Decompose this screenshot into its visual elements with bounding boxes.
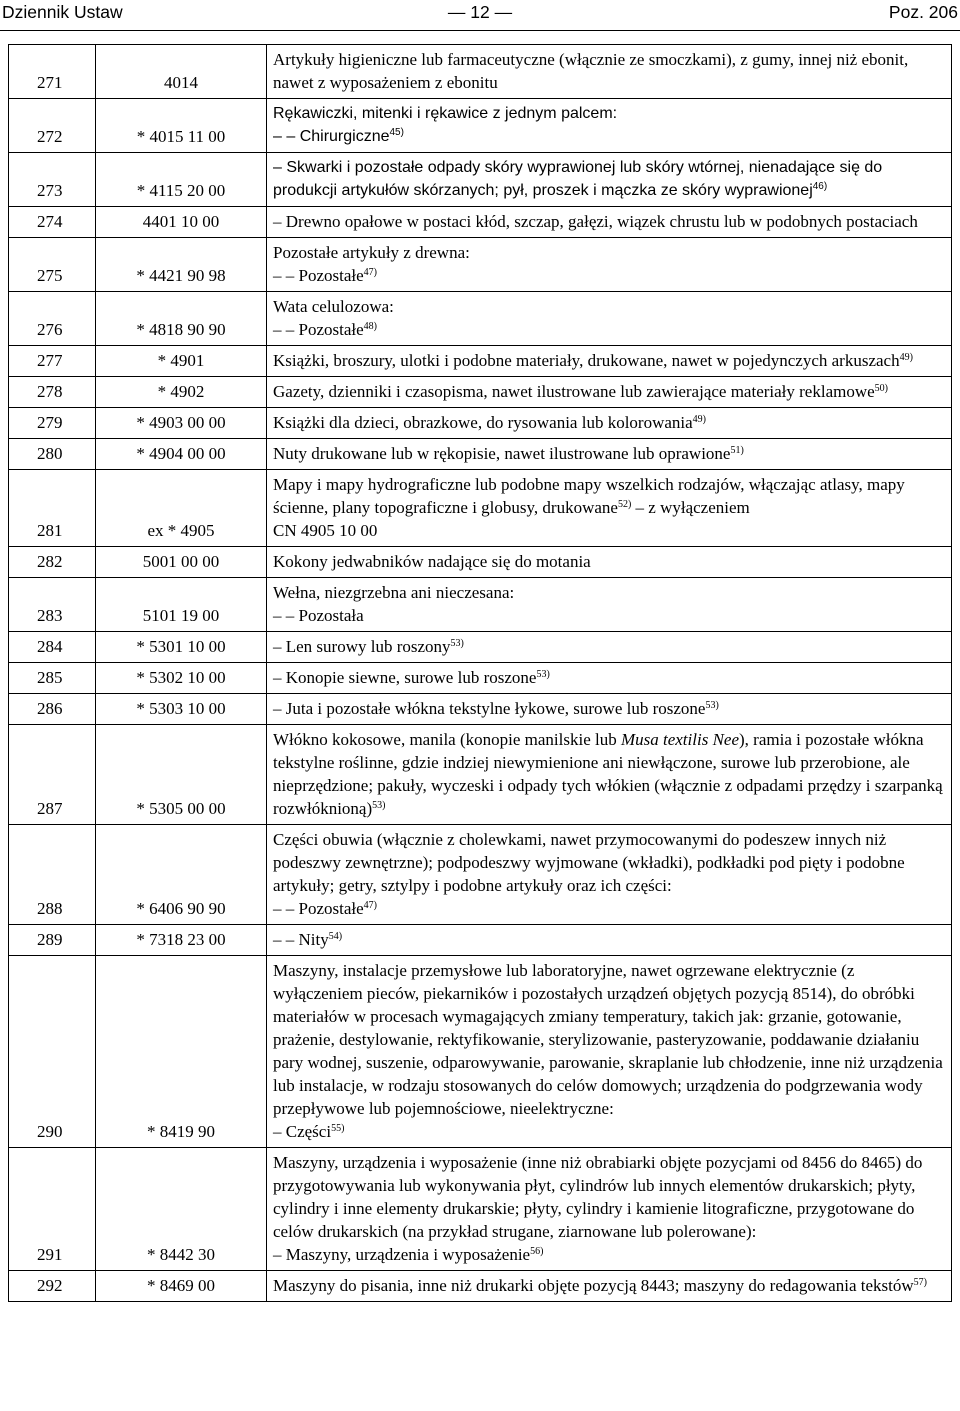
cn-code: * 4903 00 00 xyxy=(96,408,267,439)
footnote-ref: 51) xyxy=(730,445,744,456)
description-text: – Maszyny, urządzenia i wyposażenie xyxy=(273,1245,531,1264)
footnote-ref: 53) xyxy=(705,700,719,711)
cn-code: * 4818 90 90 xyxy=(96,292,267,346)
description-line xyxy=(273,411,945,434)
goods-description xyxy=(267,207,952,238)
footnote-ref: 52) xyxy=(617,499,632,510)
description-text: Wełna, niezgrzebna ani nieczesana: xyxy=(273,583,515,602)
description-line xyxy=(273,156,945,202)
row-number: 274 xyxy=(9,207,96,238)
table-row xyxy=(9,346,952,377)
table-row xyxy=(9,578,952,632)
goods-description xyxy=(267,99,952,153)
row-number: 277 xyxy=(9,346,96,377)
row-number: 279 xyxy=(9,408,96,439)
goods-description xyxy=(267,408,952,439)
footnote-ref: 53) xyxy=(450,638,464,649)
footnote-ref: 53) xyxy=(536,669,550,680)
description-line xyxy=(273,1243,945,1266)
description-line xyxy=(273,897,945,920)
description-text: CN 4905 10 00 xyxy=(273,521,378,540)
row-number: 289 xyxy=(9,925,96,956)
table-row xyxy=(9,45,952,99)
cn-code: 5101 19 00 xyxy=(96,578,267,632)
table-row xyxy=(9,1148,952,1271)
footnote-ref: 47) xyxy=(363,900,377,911)
table-row xyxy=(9,439,952,470)
description-text: Gazety, dzienniki i czasopisma, nawet ilustrowane lub zawierające materiały reklamowe xyxy=(273,382,875,401)
cn-code: * 4904 00 00 xyxy=(96,439,267,470)
description-text: Pozostałe artykuły z drewna: xyxy=(273,243,470,262)
goods-description xyxy=(267,825,952,925)
cn-code: * 7318 23 00 xyxy=(96,925,267,956)
description-text: Rękawiczki, mitenki i rękawice z jednym palcem: xyxy=(273,105,618,122)
goods-description xyxy=(267,346,952,377)
row-number: 278 xyxy=(9,377,96,408)
goods-description xyxy=(267,1271,952,1302)
cn-code: * 4901 xyxy=(96,346,267,377)
description-text: Kokony jedwabników nadające się do motania xyxy=(273,552,591,571)
description-line xyxy=(273,295,945,318)
table-row xyxy=(9,663,952,694)
item-number: Poz. 206 xyxy=(888,2,958,22)
description-text: – – Chirurgiczne xyxy=(273,128,390,145)
description-line xyxy=(273,349,945,372)
description-text: Książki, broszury, ulotki i podobne materiały, drukowane, nawet w pojedynczych arkuszach xyxy=(273,351,900,370)
description-text: ), ramia i pozostałe włókna tekstylne roślinne, gdzie indziej niewymienione ani niewłączone, surowe lub przerobione, ale nieprzędzione; pakuły, wyczeski i odpady tych włókien (włącznie z odpadami przędzy i szarpanką rozwłóknioną) xyxy=(273,730,943,818)
row-number: 273 xyxy=(9,153,96,207)
description-line xyxy=(273,550,945,573)
row-number: 272 xyxy=(9,99,96,153)
description-line xyxy=(273,48,945,94)
cn-code: 4401 10 00 xyxy=(96,207,267,238)
description-text: – Skwarki i pozostałe odpady skóry wyprawionej lub skóry wtórnej, nienadające się do produkcji artykułów skórzanych; pył, proszek i mączka ze skóry wyprawionej xyxy=(273,159,883,199)
description-line xyxy=(273,318,945,341)
italic-text: Musa textilis Nee xyxy=(620,730,739,749)
goods-description xyxy=(267,725,952,825)
table-row xyxy=(9,1271,952,1302)
page-header xyxy=(0,0,960,31)
row-number: 284 xyxy=(9,632,96,663)
description-text: Artykuły higieniczne lub farmaceutyczne (włącznie ze smoczkami), z gumy, innej niż ebonit, nawet z wyposażeniem z ebonitu xyxy=(273,50,909,92)
description-text: – Konopie siewne, surowe lub roszone xyxy=(273,668,537,687)
cn-code: * 4115 20 00 xyxy=(96,153,267,207)
footnote-ref: 49) xyxy=(692,414,707,425)
table-row xyxy=(9,725,952,825)
footnote-ref: 50) xyxy=(874,383,889,394)
row-number: 286 xyxy=(9,694,96,725)
footnote-ref: 48) xyxy=(363,321,377,332)
description-line xyxy=(273,828,945,897)
description-line xyxy=(273,125,945,148)
table-row xyxy=(9,238,952,292)
row-number: 292 xyxy=(9,1271,96,1302)
row-number: 282 xyxy=(9,547,96,578)
row-number: 291 xyxy=(9,1148,96,1271)
table-row xyxy=(9,825,952,925)
cn-code: 4014 xyxy=(96,45,267,99)
description-text: – – Pozostała xyxy=(273,606,364,625)
description-text: Nuty drukowane lub w rękopisie, nawet ilustrowane lub oprawione xyxy=(273,444,731,463)
description-text: Włókno kokosowe, manila (konopie manilskie lub xyxy=(273,730,621,749)
description-text: Książki dla dzieci, obrazkowe, do rysowania lub kolorowania xyxy=(273,413,693,432)
footnote-ref: 56) xyxy=(530,1246,544,1257)
table-row xyxy=(9,547,952,578)
row-number: 275 xyxy=(9,238,96,292)
table-row xyxy=(9,377,952,408)
cn-code: * 4015 11 00 xyxy=(96,99,267,153)
cn-code: 5001 00 00 xyxy=(96,547,267,578)
row-number: 287 xyxy=(9,725,96,825)
description-text: Maszyny do pisania, inne niż drukarki objęte pozycją 8443; maszyny do redagowania tekstów xyxy=(273,1276,914,1295)
description-text: Maszyny, instalacje przemysłowe lub laboratoryjne, nawet ogrzewane elektrycznie (z wyłączeniem pieców, piekarników i pozostałych urządzeń objętych pozycją 8514), do obróbki materiałów w procesach wymagających zmiany temperatury, takich jak: grzanie, gotowanie, prażenie, destylowanie, rektyfikowanie, sterylizowanie, pasteryzowanie, poddawanie działaniu pary wodnej, suszenie, odparowywanie, parowanie, skraplanie lub chłodzenie, inne niż urządzenia lub instalacje, w rodzaju stosowanych do celów domowych; urządzenia do podgrzewania wody przepływowe lub pojemnościowe, nieelektryczne: xyxy=(273,961,943,1118)
goods-description xyxy=(267,663,952,694)
footnote-ref: 49) xyxy=(899,352,913,363)
goods-table xyxy=(8,44,952,1302)
row-number: 285 xyxy=(9,663,96,694)
description-text: – z wyłączeniem xyxy=(631,498,750,517)
row-number: 276 xyxy=(9,292,96,346)
goods-description xyxy=(267,547,952,578)
description-text: – Drewno opałowe w postaci kłód, szczap, gałęzi, wiązek chrustu lub w podobnych postaciach xyxy=(273,212,918,231)
table-row xyxy=(9,694,952,725)
table-row xyxy=(9,153,952,207)
table-row xyxy=(9,632,952,663)
goods-description xyxy=(267,45,952,99)
description-line xyxy=(273,241,945,264)
cn-code: * 8419 90 xyxy=(96,956,267,1148)
description-text: – – Pozostałe xyxy=(273,899,364,918)
row-number: 290 xyxy=(9,956,96,1148)
description-line xyxy=(273,1120,945,1143)
description-line xyxy=(273,1274,945,1297)
description-line xyxy=(273,1151,945,1243)
table-row xyxy=(9,99,952,153)
footnote-ref: 47) xyxy=(363,267,377,278)
goods-description xyxy=(267,925,952,956)
cn-code: * 5305 00 00 xyxy=(96,725,267,825)
description-line xyxy=(273,635,945,658)
description-line xyxy=(273,728,945,820)
goods-description xyxy=(267,632,952,663)
footnote-ref: 54) xyxy=(328,931,343,942)
description-line xyxy=(273,666,945,689)
description-line xyxy=(273,959,945,1120)
row-number: 281 xyxy=(9,470,96,547)
journal-title: Dziennik Ustaw xyxy=(2,2,123,22)
footnote-ref: 46) xyxy=(812,181,828,192)
row-number: 280 xyxy=(9,439,96,470)
description-text: – – Nity xyxy=(273,930,329,949)
goods-description xyxy=(267,1148,952,1271)
table-row xyxy=(9,470,952,547)
description-text: – Juta i pozostałe włókna tekstylne łykowe, surowe lub roszone xyxy=(273,699,706,718)
description-text: Wata celulozowa: xyxy=(273,297,394,316)
description-text: – Len surowy lub roszony xyxy=(273,637,451,656)
table-row xyxy=(9,408,952,439)
goods-description xyxy=(267,377,952,408)
cn-code: * 5303 10 00 xyxy=(96,694,267,725)
goods-description xyxy=(267,439,952,470)
description-line xyxy=(273,928,945,951)
description-line xyxy=(273,519,945,542)
goods-description xyxy=(267,578,952,632)
cn-code: * 5302 10 00 xyxy=(96,663,267,694)
table-row xyxy=(9,207,952,238)
goods-description xyxy=(267,694,952,725)
description-line xyxy=(273,264,945,287)
cn-code: * 5301 10 00 xyxy=(96,632,267,663)
description-line xyxy=(273,697,945,720)
cn-code: ex * 4905 xyxy=(96,470,267,547)
footnote-ref: 45) xyxy=(389,127,404,138)
table-row xyxy=(9,956,952,1148)
description-text: – Części xyxy=(273,1122,332,1141)
description-line xyxy=(273,473,945,519)
row-number: 283 xyxy=(9,578,96,632)
description-text: Części obuwia (włącznie z cholewkami, nawet przymocowanymi do podeszew innych niż podeszwy zewnętrzne); podpodeszwy wyjmowane (wkładki), podkładki pod pięty i podobne artykuły; getry, sztylpy i podobne artykuły oraz ich części: xyxy=(273,830,905,895)
description-line xyxy=(273,380,945,403)
goods-description xyxy=(267,292,952,346)
description-line xyxy=(273,102,945,125)
description-text: Mapy i mapy hydrograficzne lub podobne mapy wszelkich rodzajów, włączając atlasy, mapy ścienne, plany topograficzne i globusy, drukowane xyxy=(273,475,905,517)
description-text: – – Pozostałe xyxy=(273,320,364,339)
description-line xyxy=(273,581,945,604)
cn-code: * 8442 30 xyxy=(96,1148,267,1271)
cn-code: * 4902 xyxy=(96,377,267,408)
cn-code: * 4421 90 98 xyxy=(96,238,267,292)
page-number: — 12 — xyxy=(447,2,513,22)
goods-description xyxy=(267,238,952,292)
description-line xyxy=(273,210,945,233)
row-number: 271 xyxy=(9,45,96,99)
cn-code: * 6406 90 90 xyxy=(96,825,267,925)
description-text: – – Pozostałe xyxy=(273,266,364,285)
goods-table-body xyxy=(9,45,952,1302)
table-row xyxy=(9,925,952,956)
goods-description xyxy=(267,153,952,207)
description-text: Maszyny, urządzenia i wyposażenie (inne niż obrabiarki objęte pozycjami od 8456 do 8465) do przygotowywania lub wykonywania płyt, cylindrów lub innych elementów drukarskich; płyty, cylindry i inne elementy drukarskie; płyty, cylindry i kamienie litograficzne, przygotowane do celów drukarskich (na przykład strugane, ziarnowane lub polerowane): xyxy=(273,1153,923,1241)
description-line xyxy=(273,442,945,465)
footnote-ref: 55) xyxy=(331,1123,345,1134)
cn-code: * 8469 00 xyxy=(96,1271,267,1302)
table-row xyxy=(9,292,952,346)
footnote-ref: 53) xyxy=(372,800,386,811)
description-line xyxy=(273,604,945,627)
footnote-ref: 57) xyxy=(913,1277,927,1288)
goods-description xyxy=(267,956,952,1148)
goods-description xyxy=(267,470,952,547)
row-number: 288 xyxy=(9,825,96,925)
